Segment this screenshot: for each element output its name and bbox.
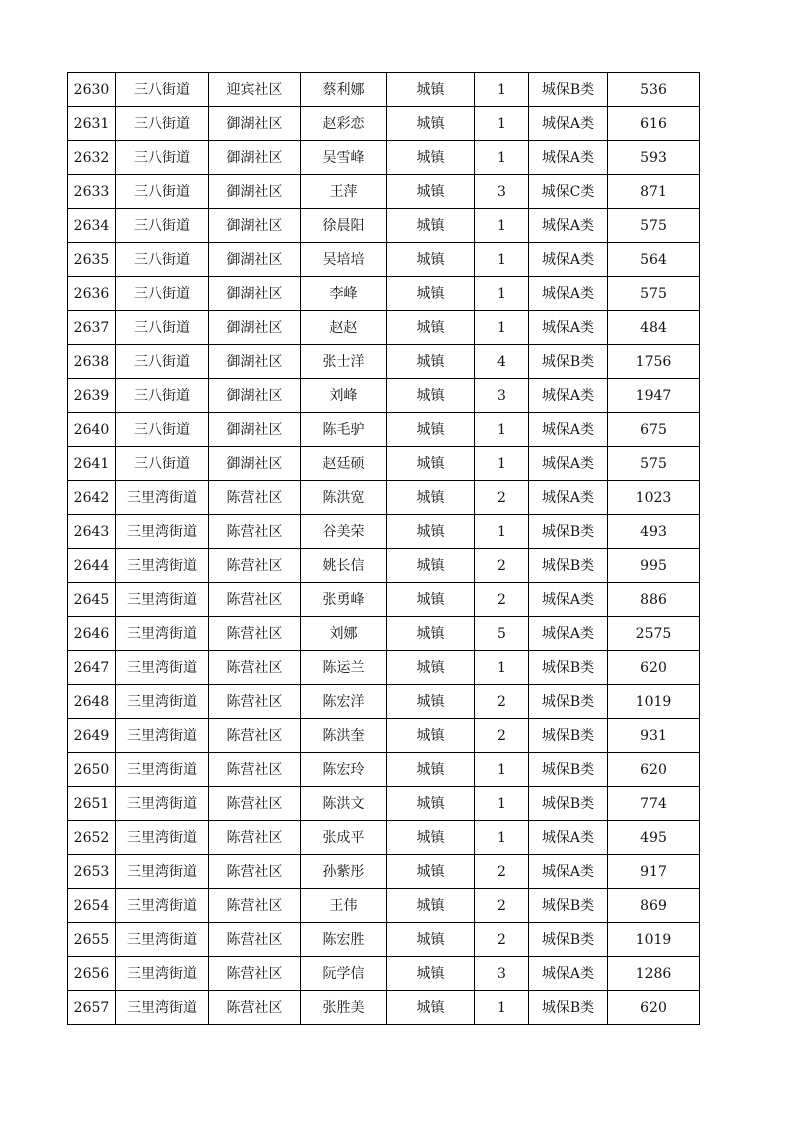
table-row xyxy=(68,821,700,855)
community-cell: 陈营社区 xyxy=(209,855,301,889)
table-row xyxy=(68,855,700,889)
record-number-cell: 2646 xyxy=(68,617,116,651)
street-cell: 三里湾街道 xyxy=(116,719,209,753)
residence-type-cell: 城镇 xyxy=(387,413,475,447)
residence-type-cell: 城镇 xyxy=(387,175,475,209)
community-cell: 陈营社区 xyxy=(209,991,301,1025)
assistance-category-cell: 城保B类 xyxy=(529,719,608,753)
street-cell: 三里湾街道 xyxy=(116,889,209,923)
name-cell: 陈洪宽 xyxy=(301,481,387,515)
street-cell: 三里湾街道 xyxy=(116,651,209,685)
name-cell: 刘娜 xyxy=(301,617,387,651)
community-cell: 陈营社区 xyxy=(209,753,301,787)
residence-type-cell: 城镇 xyxy=(387,787,475,821)
household-count-cell: 1 xyxy=(475,447,529,481)
record-number-cell: 2640 xyxy=(68,413,116,447)
community-cell: 陈营社区 xyxy=(209,821,301,855)
name-cell: 陈宏玲 xyxy=(301,753,387,787)
assistance-category-cell: 城保B类 xyxy=(529,685,608,719)
amount-cell: 575 xyxy=(608,209,700,243)
name-cell: 谷美荣 xyxy=(301,515,387,549)
name-cell: 赵赵 xyxy=(301,311,387,345)
record-number-cell: 2651 xyxy=(68,787,116,821)
table-row xyxy=(68,583,700,617)
record-number-cell: 2631 xyxy=(68,107,116,141)
table-row xyxy=(68,923,700,957)
community-cell: 陈营社区 xyxy=(209,889,301,923)
assistance-category-cell: 城保A类 xyxy=(529,413,608,447)
community-cell: 御湖社区 xyxy=(209,209,301,243)
assistance-category-cell: 城保A类 xyxy=(529,447,608,481)
amount-cell: 620 xyxy=(608,651,700,685)
record-number-cell: 2649 xyxy=(68,719,116,753)
community-cell: 御湖社区 xyxy=(209,277,301,311)
amount-cell: 1947 xyxy=(608,379,700,413)
household-count-cell: 1 xyxy=(475,753,529,787)
residence-type-cell: 城镇 xyxy=(387,753,475,787)
name-cell: 赵彩恋 xyxy=(301,107,387,141)
table-row xyxy=(68,107,700,141)
record-number-cell: 2630 xyxy=(68,73,116,107)
table-row xyxy=(68,345,700,379)
record-number-cell: 2656 xyxy=(68,957,116,991)
street-cell: 三里湾街道 xyxy=(116,957,209,991)
name-cell: 张胜美 xyxy=(301,991,387,1025)
name-cell: 王伟 xyxy=(301,889,387,923)
name-cell: 王萍 xyxy=(301,175,387,209)
amount-cell: 886 xyxy=(608,583,700,617)
amount-cell: 1023 xyxy=(608,481,700,515)
street-cell: 三里湾街道 xyxy=(116,923,209,957)
name-cell: 张士洋 xyxy=(301,345,387,379)
table-row xyxy=(68,413,700,447)
household-count-cell: 1 xyxy=(475,243,529,277)
assistance-category-cell: 城保A类 xyxy=(529,243,608,277)
residence-type-cell: 城镇 xyxy=(387,481,475,515)
assistance-category-cell: 城保B类 xyxy=(529,991,608,1025)
table-row xyxy=(68,617,700,651)
name-cell: 孙紫彤 xyxy=(301,855,387,889)
table-row xyxy=(68,277,700,311)
name-cell: 赵廷硕 xyxy=(301,447,387,481)
street-cell: 三八街道 xyxy=(116,311,209,345)
assistance-category-cell: 城保A类 xyxy=(529,311,608,345)
assistance-category-cell: 城保C类 xyxy=(529,175,608,209)
community-cell: 御湖社区 xyxy=(209,175,301,209)
name-cell: 吴培培 xyxy=(301,243,387,277)
household-count-cell: 2 xyxy=(475,481,529,515)
table-row xyxy=(68,209,700,243)
household-count-cell: 1 xyxy=(475,107,529,141)
assistance-category-cell: 城保A类 xyxy=(529,107,608,141)
record-number-cell: 2647 xyxy=(68,651,116,685)
amount-cell: 995 xyxy=(608,549,700,583)
record-number-cell: 2635 xyxy=(68,243,116,277)
assistance-category-cell: 城保A类 xyxy=(529,481,608,515)
name-cell: 徐晨阳 xyxy=(301,209,387,243)
amount-cell: 1756 xyxy=(608,345,700,379)
household-count-cell: 2 xyxy=(475,855,529,889)
street-cell: 三里湾街道 xyxy=(116,991,209,1025)
residence-type-cell: 城镇 xyxy=(387,209,475,243)
residence-type-cell: 城镇 xyxy=(387,719,475,753)
assistance-category-cell: 城保B类 xyxy=(529,515,608,549)
name-cell: 陈宏洋 xyxy=(301,685,387,719)
record-number-cell: 2657 xyxy=(68,991,116,1025)
assistance-category-cell: 城保A类 xyxy=(529,821,608,855)
community-cell: 陈营社区 xyxy=(209,549,301,583)
street-cell: 三里湾街道 xyxy=(116,515,209,549)
assistance-category-cell: 城保A类 xyxy=(529,957,608,991)
community-cell: 御湖社区 xyxy=(209,107,301,141)
household-count-cell: 1 xyxy=(475,651,529,685)
household-count-cell: 1 xyxy=(475,821,529,855)
amount-cell: 917 xyxy=(608,855,700,889)
community-cell: 御湖社区 xyxy=(209,243,301,277)
table-row xyxy=(68,447,700,481)
assistance-category-cell: 城保B类 xyxy=(529,787,608,821)
name-cell: 陈运兰 xyxy=(301,651,387,685)
record-number-cell: 2633 xyxy=(68,175,116,209)
street-cell: 三八街道 xyxy=(116,277,209,311)
table-row xyxy=(68,753,700,787)
household-count-cell: 1 xyxy=(475,787,529,821)
household-count-cell: 1 xyxy=(475,209,529,243)
residence-type-cell: 城镇 xyxy=(387,991,475,1025)
street-cell: 三八街道 xyxy=(116,243,209,277)
name-cell: 吴雪峰 xyxy=(301,141,387,175)
household-count-cell: 2 xyxy=(475,685,529,719)
table-row xyxy=(68,957,700,991)
assistance-category-cell: 城保A类 xyxy=(529,277,608,311)
street-cell: 三里湾街道 xyxy=(116,753,209,787)
record-number-cell: 2641 xyxy=(68,447,116,481)
table-row xyxy=(68,73,700,107)
name-cell: 刘峰 xyxy=(301,379,387,413)
amount-cell: 575 xyxy=(608,447,700,481)
community-cell: 陈营社区 xyxy=(209,685,301,719)
residence-type-cell: 城镇 xyxy=(387,515,475,549)
household-count-cell: 1 xyxy=(475,515,529,549)
household-count-cell: 1 xyxy=(475,991,529,1025)
street-cell: 三里湾街道 xyxy=(116,583,209,617)
street-cell: 三里湾街道 xyxy=(116,821,209,855)
table-row xyxy=(68,991,700,1025)
household-count-cell: 3 xyxy=(475,957,529,991)
assistance-category-cell: 城保B类 xyxy=(529,549,608,583)
name-cell: 陈洪奎 xyxy=(301,719,387,753)
residence-type-cell: 城镇 xyxy=(387,923,475,957)
amount-cell: 593 xyxy=(608,141,700,175)
table-row xyxy=(68,243,700,277)
community-cell: 陈营社区 xyxy=(209,617,301,651)
record-number-cell: 2634 xyxy=(68,209,116,243)
residence-type-cell: 城镇 xyxy=(387,311,475,345)
name-cell: 姚长信 xyxy=(301,549,387,583)
amount-cell: 493 xyxy=(608,515,700,549)
community-cell: 陈营社区 xyxy=(209,481,301,515)
residence-type-cell: 城镇 xyxy=(387,821,475,855)
assistance-category-cell: 城保B类 xyxy=(529,889,608,923)
community-cell: 陈营社区 xyxy=(209,719,301,753)
assistance-category-cell: 城保B类 xyxy=(529,345,608,379)
household-count-cell: 5 xyxy=(475,617,529,651)
assistance-category-cell: 城保A类 xyxy=(529,209,608,243)
table-row xyxy=(68,175,700,209)
household-count-cell: 1 xyxy=(475,311,529,345)
street-cell: 三里湾街道 xyxy=(116,617,209,651)
street-cell: 三八街道 xyxy=(116,175,209,209)
household-count-cell: 1 xyxy=(475,73,529,107)
record-number-cell: 2638 xyxy=(68,345,116,379)
street-cell: 三八街道 xyxy=(116,73,209,107)
street-cell: 三里湾街道 xyxy=(116,787,209,821)
assistance-category-cell: 城保A类 xyxy=(529,379,608,413)
street-cell: 三八街道 xyxy=(116,141,209,175)
community-cell: 御湖社区 xyxy=(209,311,301,345)
record-number-cell: 2655 xyxy=(68,923,116,957)
amount-cell: 495 xyxy=(608,821,700,855)
community-cell: 陈营社区 xyxy=(209,787,301,821)
amount-cell: 564 xyxy=(608,243,700,277)
record-number-cell: 2637 xyxy=(68,311,116,345)
household-count-cell: 1 xyxy=(475,413,529,447)
residence-type-cell: 城镇 xyxy=(387,957,475,991)
name-cell: 陈毛驴 xyxy=(301,413,387,447)
table-row xyxy=(68,651,700,685)
street-cell: 三里湾街道 xyxy=(116,481,209,515)
assistance-category-cell: 城保B类 xyxy=(529,73,608,107)
community-cell: 御湖社区 xyxy=(209,447,301,481)
record-number-cell: 2632 xyxy=(68,141,116,175)
record-number-cell: 2636 xyxy=(68,277,116,311)
amount-cell: 2575 xyxy=(608,617,700,651)
record-number-cell: 2653 xyxy=(68,855,116,889)
street-cell: 三里湾街道 xyxy=(116,855,209,889)
residence-type-cell: 城镇 xyxy=(387,651,475,685)
residence-type-cell: 城镇 xyxy=(387,889,475,923)
record-number-cell: 2652 xyxy=(68,821,116,855)
community-cell: 陈营社区 xyxy=(209,957,301,991)
community-cell: 御湖社区 xyxy=(209,379,301,413)
residence-type-cell: 城镇 xyxy=(387,243,475,277)
table-row xyxy=(68,141,700,175)
amount-cell: 536 xyxy=(608,73,700,107)
household-count-cell: 3 xyxy=(475,379,529,413)
amount-cell: 484 xyxy=(608,311,700,345)
community-cell: 迎宾社区 xyxy=(209,73,301,107)
assistance-category-cell: 城保B类 xyxy=(529,651,608,685)
community-cell: 陈营社区 xyxy=(209,515,301,549)
name-cell: 张成平 xyxy=(301,821,387,855)
amount-cell: 620 xyxy=(608,991,700,1025)
household-count-cell: 4 xyxy=(475,345,529,379)
household-count-cell: 2 xyxy=(475,889,529,923)
amount-cell: 616 xyxy=(608,107,700,141)
assistance-roster-table xyxy=(67,72,700,1025)
amount-cell: 871 xyxy=(608,175,700,209)
table-row xyxy=(68,787,700,821)
household-count-cell: 2 xyxy=(475,549,529,583)
amount-cell: 1286 xyxy=(608,957,700,991)
household-count-cell: 2 xyxy=(475,719,529,753)
table-row xyxy=(68,685,700,719)
assistance-category-cell: 城保A类 xyxy=(529,583,608,617)
name-cell: 张勇峰 xyxy=(301,583,387,617)
amount-cell: 1019 xyxy=(608,923,700,957)
street-cell: 三八街道 xyxy=(116,209,209,243)
residence-type-cell: 城镇 xyxy=(387,107,475,141)
table-row xyxy=(68,379,700,413)
amount-cell: 620 xyxy=(608,753,700,787)
street-cell: 三八街道 xyxy=(116,345,209,379)
household-count-cell: 1 xyxy=(475,141,529,175)
record-number-cell: 2645 xyxy=(68,583,116,617)
street-cell: 三八街道 xyxy=(116,447,209,481)
name-cell: 李峰 xyxy=(301,277,387,311)
residence-type-cell: 城镇 xyxy=(387,141,475,175)
amount-cell: 869 xyxy=(608,889,700,923)
street-cell: 三八街道 xyxy=(116,413,209,447)
assistance-category-cell: 城保A类 xyxy=(529,855,608,889)
record-number-cell: 2643 xyxy=(68,515,116,549)
residence-type-cell: 城镇 xyxy=(387,583,475,617)
residence-type-cell: 城镇 xyxy=(387,549,475,583)
record-number-cell: 2654 xyxy=(68,889,116,923)
assistance-category-cell: 城保B类 xyxy=(529,753,608,787)
assistance-category-cell: 城保B类 xyxy=(529,923,608,957)
household-count-cell: 2 xyxy=(475,583,529,617)
household-count-cell: 3 xyxy=(475,175,529,209)
table-row xyxy=(68,889,700,923)
record-number-cell: 2644 xyxy=(68,549,116,583)
street-cell: 三里湾街道 xyxy=(116,685,209,719)
residence-type-cell: 城镇 xyxy=(387,345,475,379)
community-cell: 御湖社区 xyxy=(209,141,301,175)
residence-type-cell: 城镇 xyxy=(387,379,475,413)
amount-cell: 675 xyxy=(608,413,700,447)
assistance-category-cell: 城保A类 xyxy=(529,617,608,651)
amount-cell: 931 xyxy=(608,719,700,753)
name-cell: 蔡利娜 xyxy=(301,73,387,107)
amount-cell: 575 xyxy=(608,277,700,311)
name-cell: 陈洪文 xyxy=(301,787,387,821)
community-cell: 御湖社区 xyxy=(209,413,301,447)
residence-type-cell: 城镇 xyxy=(387,617,475,651)
community-cell: 陈营社区 xyxy=(209,923,301,957)
residence-type-cell: 城镇 xyxy=(387,73,475,107)
community-cell: 陈营社区 xyxy=(209,583,301,617)
household-count-cell: 1 xyxy=(475,277,529,311)
name-cell: 阮学信 xyxy=(301,957,387,991)
record-number-cell: 2648 xyxy=(68,685,116,719)
amount-cell: 1019 xyxy=(608,685,700,719)
residence-type-cell: 城镇 xyxy=(387,855,475,889)
record-number-cell: 2639 xyxy=(68,379,116,413)
community-cell: 陈营社区 xyxy=(209,651,301,685)
amount-cell: 774 xyxy=(608,787,700,821)
name-cell: 陈宏胜 xyxy=(301,923,387,957)
residence-type-cell: 城镇 xyxy=(387,277,475,311)
record-number-cell: 2650 xyxy=(68,753,116,787)
assistance-category-cell: 城保A类 xyxy=(529,141,608,175)
table-row xyxy=(68,481,700,515)
table-row xyxy=(68,719,700,753)
street-cell: 三八街道 xyxy=(116,107,209,141)
residence-type-cell: 城镇 xyxy=(387,447,475,481)
street-cell: 三八街道 xyxy=(116,379,209,413)
street-cell: 三里湾街道 xyxy=(116,549,209,583)
household-count-cell: 2 xyxy=(475,923,529,957)
record-number-cell: 2642 xyxy=(68,481,116,515)
community-cell: 御湖社区 xyxy=(209,345,301,379)
residence-type-cell: 城镇 xyxy=(387,685,475,719)
table-row xyxy=(68,549,700,583)
roster-table-body xyxy=(68,73,700,1025)
table-row xyxy=(68,311,700,345)
table-row xyxy=(68,515,700,549)
